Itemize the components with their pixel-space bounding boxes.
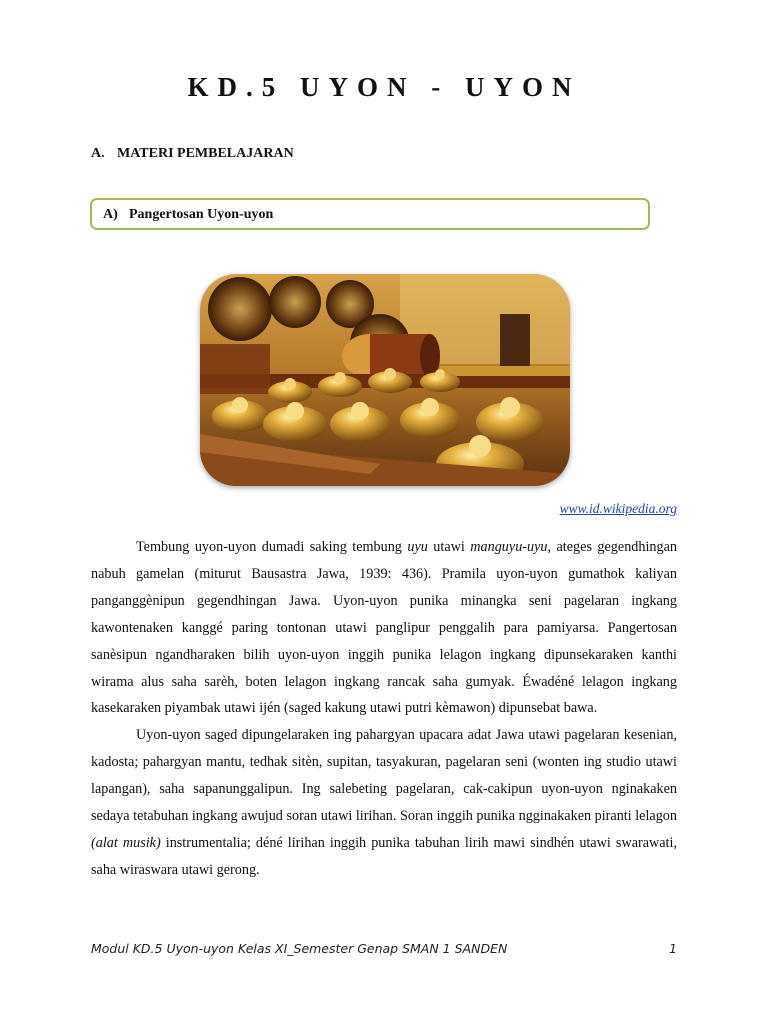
gamelan-photo bbox=[200, 274, 570, 486]
paragraph-text: , ateges gegendhingan nabuh gamelan (miturut Bausastra Jawa, 1939: 436). Pramila uyon-uyon gumathok kaliyan panganggènipun gegendhingan Jawa. Uyon-uyon punika minangka seni pagelaran ingkang kawontenaken kanggé paring tontonan utawi panglipur penggalih para pamiyarsa. Pangertosan sanèsipun ngandharaken bilih uyon-uyon inggih punika lelagon ingkang dipunsekaraken kanthi wirama alus saha sarèh, boten lelagon ingkang rancak saha gumyak. Éwadéné lelagon ingkang kasekaraken piyambak utawi ijén (saged kakung utawi putri kèmawon) dipunsebat bawa. bbox=[91, 539, 677, 717]
image-source-link[interactable]: www.id.wikipedia.org bbox=[559, 501, 677, 516]
section-heading bbox=[91, 146, 294, 162]
paragraph-text: Uyon-uyon saged dipungelaraken ing pahargyan upacara adat Jawa utawi pagelaran kesenian, kadosta; pahargyan mantu, tedhak sitèn, supitan, tasyakuran, pagelaran seni (wonten ing studio utawi lapangan), saha sapanunggalipun. Ing salebeting pagelaran, cak-cakipun uyon-uyon nginakaken sedaya tetabuhan ingkang awujud soran utawi lirihan. Soran inggih punika ngginakaken piranti lelagon bbox=[91, 727, 677, 825]
subsection-box bbox=[90, 198, 650, 230]
subsection-number: A) bbox=[103, 207, 118, 222]
paragraph-text: Tembung uyon-uyon dumadi saking tembung bbox=[136, 539, 408, 555]
footer-text: Modul KD.5 Uyon-uyon Kelas XI_Semester Genap SMAN 1 SANDEN bbox=[91, 941, 508, 956]
italic-term: manguyu-uyu bbox=[470, 539, 548, 555]
paragraph-text: utawi bbox=[427, 539, 471, 555]
page-footer bbox=[91, 941, 677, 956]
paragraph-2 bbox=[91, 722, 677, 883]
italic-term: uyu bbox=[407, 539, 428, 555]
subsection-title: Pangertosan Uyon-uyon bbox=[129, 207, 274, 222]
page-title: KD.5 UYON - UYON bbox=[187, 72, 581, 102]
page-number: 1 bbox=[669, 941, 677, 956]
paragraph-1 bbox=[91, 534, 677, 722]
section-number: A. bbox=[91, 146, 105, 161]
section-title: MATERI PEMBELAJARAN bbox=[117, 146, 294, 161]
italic-term: (alat musik) bbox=[91, 834, 161, 851]
paragraph-text: instrumentalia; déné lirihan inggih punika tabuhan lirih mawi sindhén utawi swarawati, saha wiraswara utawi gerong. bbox=[91, 834, 677, 878]
body-text bbox=[91, 534, 677, 884]
